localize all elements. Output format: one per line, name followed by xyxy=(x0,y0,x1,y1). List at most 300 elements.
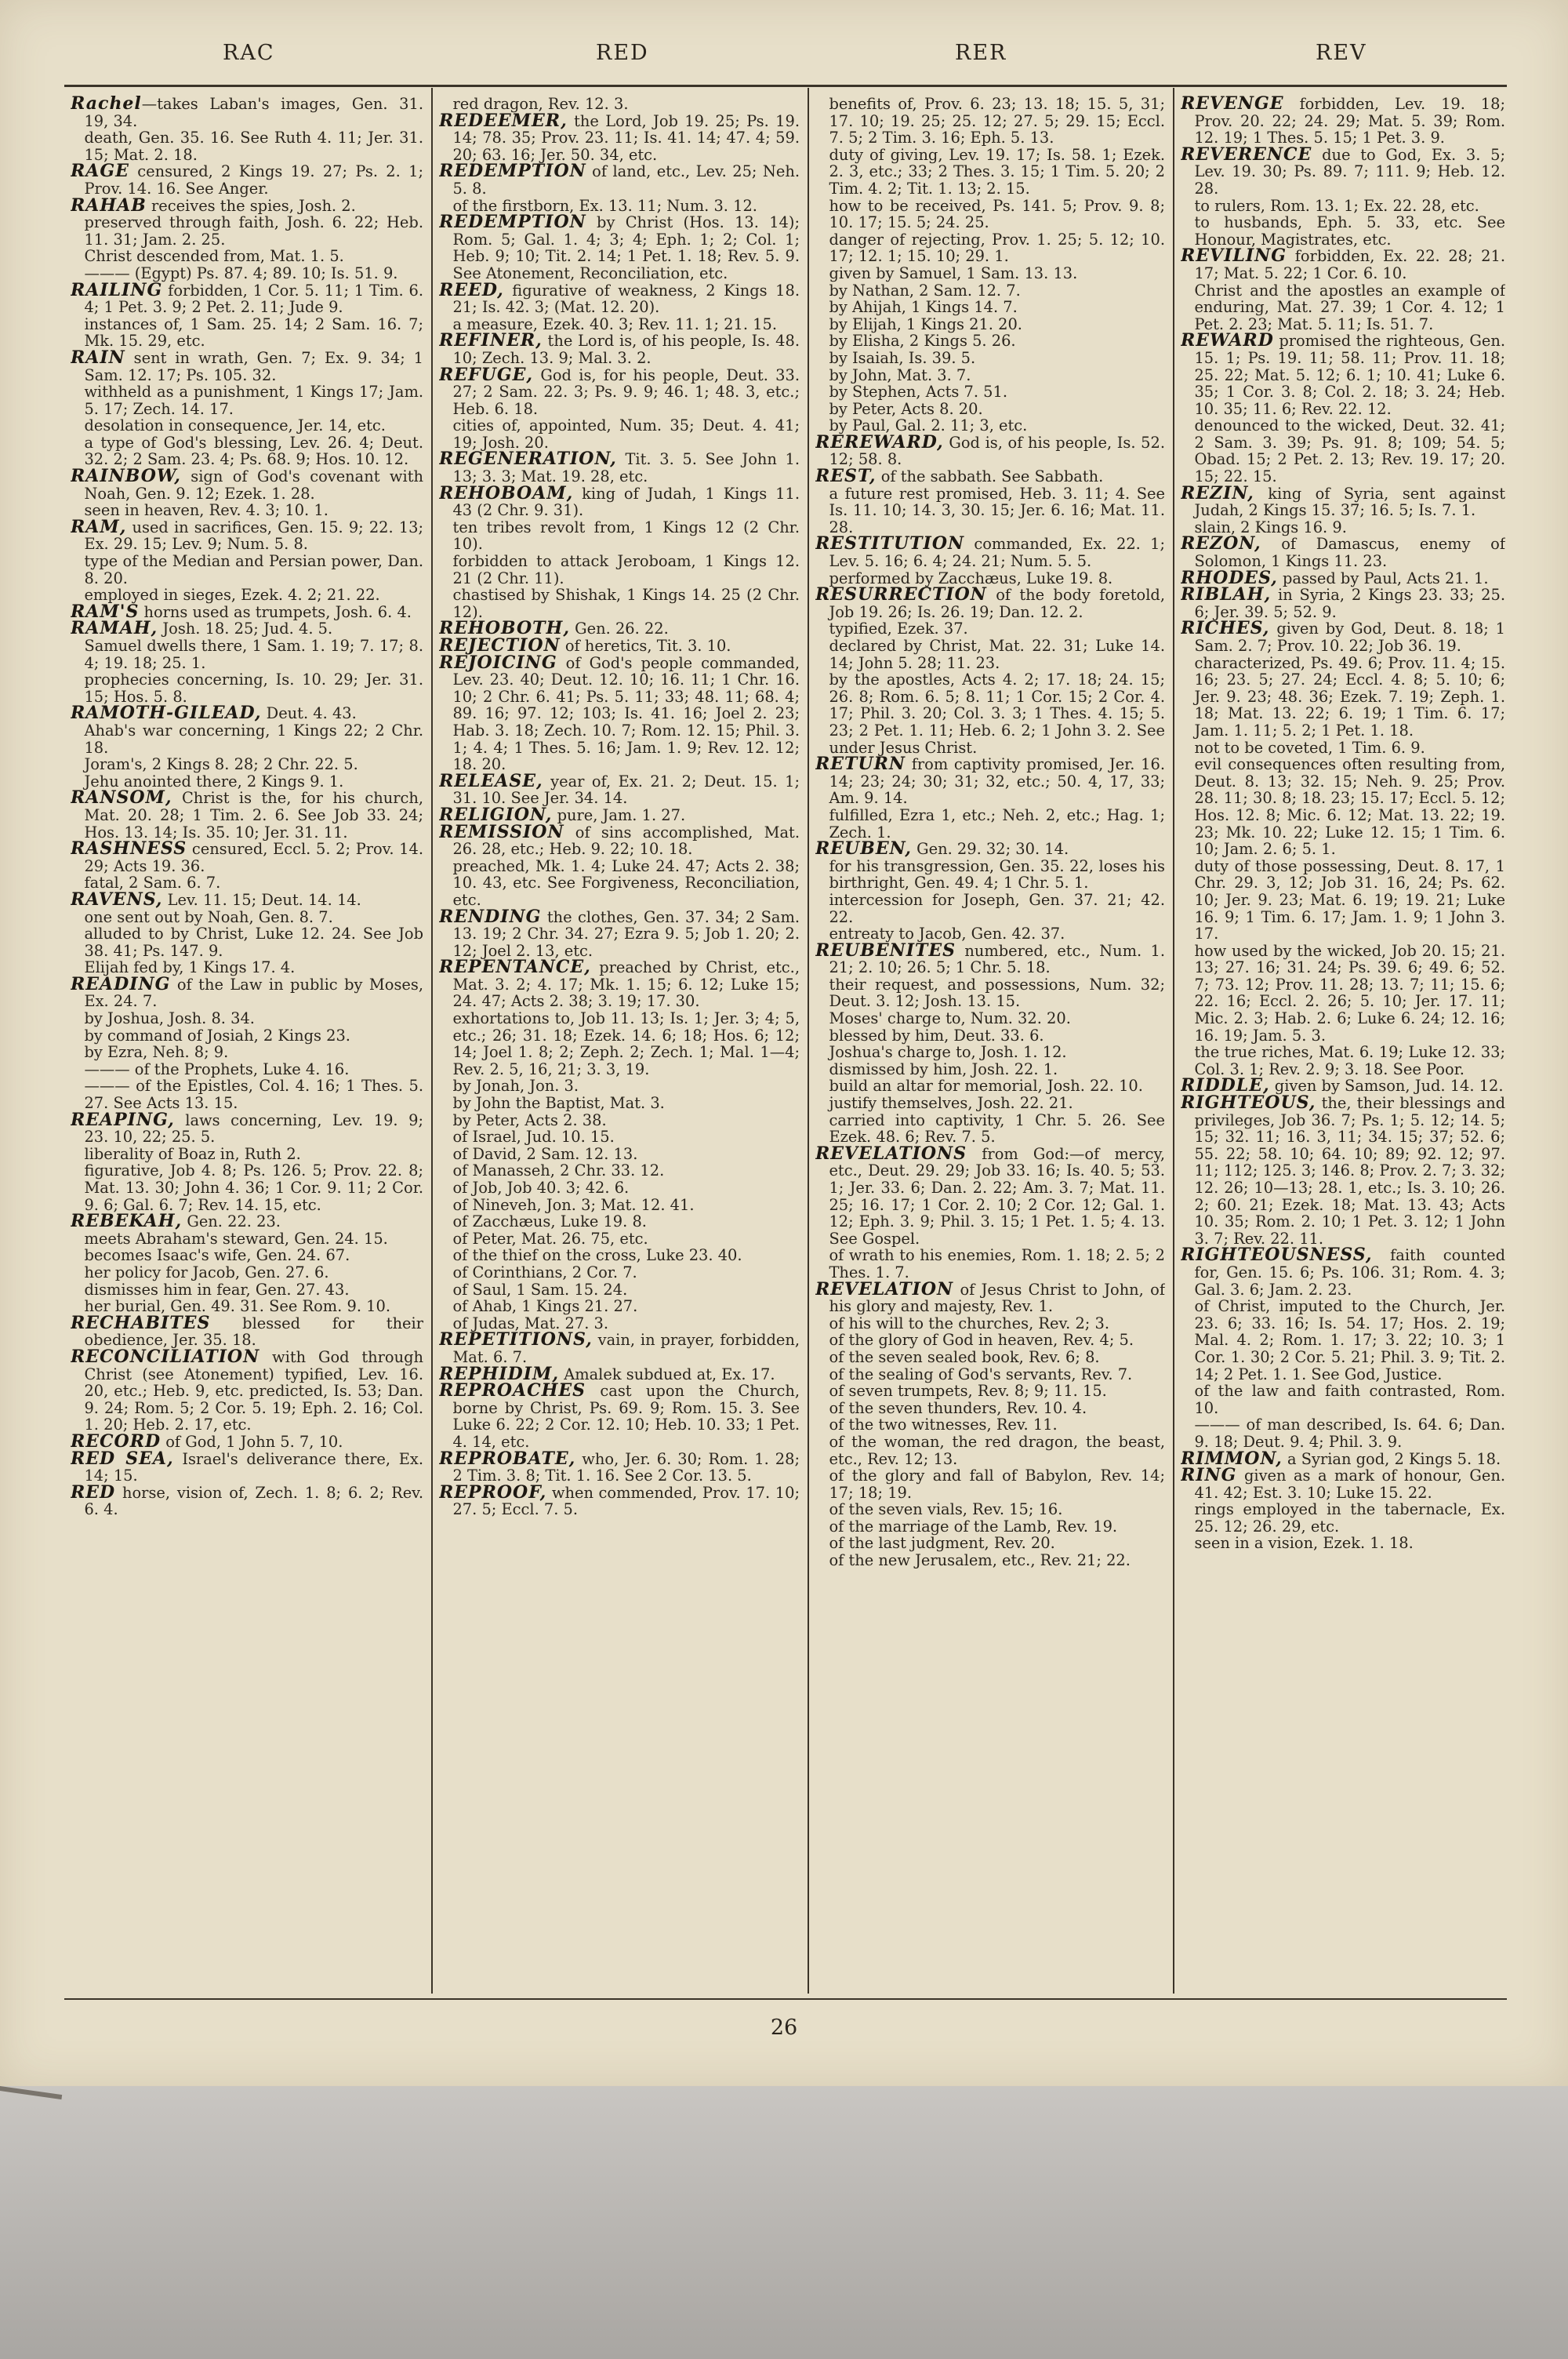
index-entry xyxy=(71,620,423,638)
index-entry xyxy=(71,468,423,502)
index-entry xyxy=(71,1213,423,1230)
index-subentry xyxy=(439,1281,800,1299)
bottom-rule xyxy=(64,1998,1507,2000)
entry-headword: RAGE xyxy=(71,161,129,182)
entry-text: of Saul, 1 Sam. 15. 24. xyxy=(452,1280,628,1299)
entry-text: of sins accomplished, Mat. 26. 28, etc.; Heb. 9. 22; 10. 18. xyxy=(452,823,800,859)
entry-text: of Zacchæus, Luke 19. 8. xyxy=(452,1212,647,1231)
entry-text: of David, 2 Sam. 12. 13. xyxy=(452,1144,638,1163)
index-entry xyxy=(1181,533,1505,571)
index-entry xyxy=(1181,1092,1505,1248)
entry-text: intercession for Joseph, Gen. 37. 21; 42. 22. xyxy=(829,890,1165,926)
entry-text: figurative of weakness, 2 Kings 18. 21; Is. 42. 3; (Mat. 12. 20). xyxy=(452,281,800,317)
entry-headword: REZIN, xyxy=(1181,482,1254,503)
index-subentry xyxy=(1181,417,1505,485)
entry-headword: REVENGE xyxy=(1181,96,1284,114)
index-subentry xyxy=(815,367,1165,384)
index-subentry xyxy=(815,350,1165,367)
entry-text: Deut. 4. 43. xyxy=(261,704,357,723)
entry-text: Tit. 3. 5. See John 1. 13; 3. 3; Mat. 19. 28, etc. xyxy=(452,450,800,486)
index-subentry xyxy=(1181,282,1505,333)
entry-headword: REJECTION xyxy=(439,635,561,656)
entry-text: of God, 1 John 5. 7, 10. xyxy=(161,1432,343,1451)
index-subentry xyxy=(71,1010,423,1027)
entry-headword: RETURN xyxy=(815,754,906,775)
index-subentry xyxy=(815,1383,1165,1400)
index-subentry xyxy=(815,1044,1165,1061)
entry-text: sign of God's covenant with Noah, Gen. 9. 12; Ezek. 1. 28. xyxy=(84,467,423,503)
entry-text: of Christ, imputed to the Church, Jer. 23. 6; 33. 16; Is. 54. 17; Hos. 2. 19; Mal. 4. 2; Rom. 1. 17; 3. 22; 10. 3; 1 Cor. 1. 30; 2 Cor. 5. 21; Phil. 3. 9; Tit. 2. 14; 2 Pet. 1. 1. See God, Justice. xyxy=(1194,1297,1505,1383)
entry-text: Samuel dwells there, 1 Sam. 1. 19; 7. 17; 8. 4; 19. 18; 25. 1. xyxy=(84,637,423,672)
entry-text: by Paul, Gal. 2. 11; 3, etc. xyxy=(829,416,1028,435)
entry-text: a measure, Ezek. 40. 3; Rev. 11. 1; 21. 15. xyxy=(452,314,777,333)
entry-text: of Job, Job 40. 3; 42. 6. xyxy=(452,1179,630,1197)
index-entry xyxy=(439,163,800,197)
entry-text: God is, of his people, Is. 52. 12; 58. 8. xyxy=(829,433,1165,469)
index-subentry xyxy=(71,925,423,959)
top-rule xyxy=(64,85,1507,87)
entry-text: dismissed by him, Josh. 22. 1. xyxy=(829,1060,1058,1078)
index-subentry xyxy=(815,383,1165,401)
entry-text: of his will to the churches, Rev. 2; 3. xyxy=(829,1314,1109,1332)
entry-headword: REDEMPTION xyxy=(439,161,586,182)
index-subentry xyxy=(71,129,423,163)
index-subentry xyxy=(815,282,1165,300)
entry-headword: REED, xyxy=(439,279,504,300)
entry-text: blessed for their obedience, Jer. 35. 18. xyxy=(84,1314,423,1350)
entry-headword: RECONCILIATION xyxy=(71,1346,260,1367)
index-subentry xyxy=(1181,858,1505,943)
index-subentry xyxy=(439,1180,800,1197)
index-entry xyxy=(815,533,1165,571)
entry-text: who, Jer. 6. 30; Rom. 1. 28; 2 Tim. 3. 8; Tit. 1. 16. See 2 Cor. 13. 5. xyxy=(452,1449,800,1485)
index-entry xyxy=(439,652,800,774)
entry-text: a type of God's blessing, Lev. 26. 4; Deut. 32. 2; 2 Sam. 23. 4; Ps. 68. 9; Hos. 10. 12. xyxy=(84,433,423,469)
index-subentry xyxy=(815,333,1165,350)
index-subentry xyxy=(1181,1501,1505,1535)
index-subentry xyxy=(815,858,1165,892)
entry-text: ten tribes revolt from, 1 Kings 12 (2 Chr. 10). xyxy=(452,518,800,554)
entry-text: of the firstborn, Ex. 13. 11; Num. 3. 12. xyxy=(452,196,757,215)
index-subentry xyxy=(71,671,423,705)
index-subentry xyxy=(71,1264,423,1281)
entry-text: slain, 2 Kings 16. 9. xyxy=(1194,518,1347,536)
index-subentry xyxy=(815,1332,1165,1349)
index-subentry xyxy=(815,1010,1165,1027)
entry-headword: REPETITIONS, xyxy=(439,1329,593,1350)
entry-headword: RAINBOW, xyxy=(71,466,181,487)
entry-text: benefits of, Prov. 6. 23; 13. 18; 15. 5, 31; 17. 10; 19. 25; 25. 12; 27. 5; 29. 15; Eccl. 7. 5; 2 Tim. 3. 16; Eph. 5. 13. xyxy=(829,96,1165,147)
entry-headword: RELEASE, xyxy=(439,770,543,791)
entry-text: of the sealing of God's servants, Rev. 7. xyxy=(829,1365,1133,1383)
entry-text: by Joshua, Josh. 8. 34. xyxy=(84,1009,255,1028)
index-entry xyxy=(71,516,423,554)
entry-text: cast upon the Church, borne by Christ, Ps. 69. 9; Rom. 15. 3. See Luke 6. 22; 2 Cor. 12. 10; Heb. 10. 33; 1 Pet. 4. 14, etc. xyxy=(452,1382,800,1451)
entry-text: Christ and the apostles an example of enduring, Mat. 27. 39; 1 Cor. 4. 12; 1 Pet. 2. 23; Mat. 5. 11; Is. 51. 7. xyxy=(1194,281,1505,333)
running-head-rev: REV xyxy=(1316,41,1367,65)
index-subentry xyxy=(439,858,800,909)
index-entry xyxy=(1181,1467,1505,1501)
index-subentry xyxy=(815,198,1165,231)
entry-headword: REHOBOAM, xyxy=(439,482,574,503)
entry-text: of the woman, the red dragon, the beast, etc., Rev. 12; 13. xyxy=(829,1432,1165,1468)
entry-text: liberality of Boaz in, Ruth 2. xyxy=(84,1144,301,1163)
index-subentry xyxy=(815,1061,1165,1078)
entry-text: fatal, 2 Sam. 6. 7. xyxy=(84,874,221,892)
entry-text: how to be received, Ps. 141. 5; Prov. 9. 8; 10. 17; 15. 5; 24. 25. xyxy=(829,196,1165,232)
index-subentry xyxy=(815,401,1165,418)
entry-text: dismisses him in fear, Gen. 27. 43. xyxy=(84,1280,350,1299)
index-subentry xyxy=(815,892,1165,925)
entry-headword: REZON, xyxy=(1181,533,1261,554)
index-entry xyxy=(815,468,1165,485)
entry-text: by command of Josiah, 2 Kings 23. xyxy=(84,1026,350,1045)
entry-headword: RIDDLE, xyxy=(1181,1075,1270,1096)
entry-text: given by Samson, Jud. 14. 12. xyxy=(1269,1077,1504,1096)
entry-text: numbered, etc., Num. 1. 21; 2. 10; 26. 5; 1 Chr. 5. 18. xyxy=(829,941,1165,977)
index-subentry xyxy=(439,1095,800,1112)
index-subentry xyxy=(815,807,1165,841)
entry-headword: RENDING xyxy=(439,906,542,927)
index-entry xyxy=(815,756,1165,807)
entry-text: of God's people commanded, Lev. 23. 40; Deut. 12. 10; 16. 11; 1 Chr. 16. 10; 2 Chr. 6. 41; Ps. 5. 11; 33; 48. 11; 68. 4; 89. 16; 97. 12; 103; Is. 41. 16; Joel 2. 23; Hab. 3. 18; Zech. 10. 7; Rom. 12. 15; Phil. 3. 1; 4. 4; 1 Thes. 5. 16; Jam. 1. 9; Rev. 12. 12; 18. 20. xyxy=(452,653,800,774)
entry-text: one sent out by Noah, Gen. 8. 7. xyxy=(84,907,333,926)
entry-text: Amalek subdued at, Ex. 17. xyxy=(559,1365,775,1383)
index-entry xyxy=(1181,620,1505,654)
entry-text: a Syrian god, 2 Kings 5. 18. xyxy=(1282,1449,1501,1468)
entry-text: by Ezra, Neh. 8; 9. xyxy=(84,1043,229,1062)
entry-text: blessed by him, Deut. 33. 6. xyxy=(829,1026,1044,1045)
entry-text: Lev. 11. 15; Deut. 14. 14. xyxy=(162,890,361,909)
index-subentry xyxy=(439,1146,800,1163)
entry-text: commanded, Ex. 22. 1; Lev. 5. 16; 6. 4; 24. 21; Num. 5. 5. xyxy=(829,535,1165,571)
entry-text: of the glory and fall of Babylon, Rev. 14; 17; 18; 19. xyxy=(829,1467,1165,1502)
entry-text: by Jonah, Jon. 3. xyxy=(452,1077,579,1096)
entry-headword: RESURRECTION xyxy=(815,584,987,605)
index-subentry xyxy=(815,1247,1165,1281)
entry-text: by Ahijah, 1 Kings 14. 7. xyxy=(829,298,1018,317)
entry-headword: REFINER, xyxy=(439,330,543,351)
index-subentry xyxy=(439,1247,800,1264)
entry-headword: REUBEN, xyxy=(815,838,912,860)
index-entry xyxy=(71,973,423,1011)
index-entry xyxy=(71,194,423,216)
index-entry xyxy=(815,584,1165,621)
entry-text: of Israel, Jud. 10. 15. xyxy=(452,1128,615,1147)
entry-text: employed in sieges, Ezek. 4. 2; 21. 22. xyxy=(84,586,380,605)
entry-headword: REVILING xyxy=(1181,245,1287,267)
entry-text: —takes Laban's images, Gen. 31. 19, 34. xyxy=(84,96,423,130)
index-column-2 xyxy=(439,96,800,1990)
index-entry xyxy=(71,889,423,910)
entry-text: forbidden, Lev. 19. 18; Prov. 20. 22; 24. 29; Mat. 5. 39; Rom. 12. 19; 1 Thes. 5. 15; 1 Pet. 3. 9. xyxy=(1194,96,1505,147)
index-subentry xyxy=(439,1162,800,1180)
index-subentry xyxy=(815,1434,1165,1467)
entry-headword: REHOBOTH, xyxy=(439,618,570,639)
index-subentry xyxy=(1181,943,1505,1045)
index-subentry xyxy=(439,1078,800,1095)
entry-text: their request, and possessions, Num. 32; Deut. 3. 12; Josh. 13. 15. xyxy=(829,975,1165,1011)
index-subentry xyxy=(439,1129,800,1146)
index-subentry xyxy=(815,1535,1165,1552)
index-entry xyxy=(439,110,800,164)
entry-headword: REPROBATE, xyxy=(439,1448,576,1469)
entry-text: a future rest promised, Heb. 3. 11; 4. See Is. 11. 10; 14. 3, 30. 15; Jer. 6. 16; Mat. 11. 28. xyxy=(829,484,1165,536)
index-subentry xyxy=(439,519,800,553)
index-subentry xyxy=(815,1366,1165,1383)
entry-text: Christ descended from, Mat. 1. 5. xyxy=(84,247,344,266)
entry-headword: RAHAB xyxy=(71,194,147,216)
index-subentry xyxy=(1181,756,1505,858)
running-head-red: RED xyxy=(596,41,649,65)
index-subentry xyxy=(815,1349,1165,1366)
entry-text: Jehu anointed there, 2 Kings 9. 1. xyxy=(84,772,344,791)
entry-text: meets Abraham's steward, Gen. 24. 15. xyxy=(84,1229,388,1248)
entry-headword: RECHABITES xyxy=(71,1312,211,1333)
entry-text: pure, Jam. 1. 27. xyxy=(552,805,686,824)
index-subentry xyxy=(439,1230,800,1248)
entry-text: denounced to the wicked, Deut. 32. 41; 2 Sam. 3. 39; Ps. 91. 8; 109; 54. 5; Obad. 15; 2 Pet. 2. 13; Rev. 19. 17; 20. 15; 22. 15. xyxy=(1194,416,1505,486)
index-subentry xyxy=(815,299,1165,316)
entry-text: of land, etc., Lev. 25; Neh. 5. 8. xyxy=(452,162,800,198)
entry-text: ——— of the Epistles, Col. 4. 16; 1 Thes. 5. 27. See Acts 13. 15. xyxy=(84,1077,423,1113)
entry-text: of Peter, Mat. 26. 75, etc. xyxy=(452,1229,648,1248)
entry-headword: READING xyxy=(71,973,171,994)
entry-text: her burial, Gen. 49. 31. See Rom. 9. 10. xyxy=(84,1297,390,1316)
index-entry xyxy=(71,705,423,722)
entry-text: by Elijah, 1 Kings 21. 20. xyxy=(829,314,1022,333)
entry-text: Gen. 22. 23. xyxy=(182,1212,281,1231)
entry-text: desolation in consequence, Jer. 14, etc. xyxy=(84,416,386,435)
entry-text: of Jesus Christ to John, of his glory and majesty, Rev. 1. xyxy=(829,1280,1165,1316)
index-subentry xyxy=(815,265,1165,282)
entry-text: duty of giving, Lev. 19. 17; Is. 58. 1; Ezek. 2. 3, etc.; 33; 2 Thes. 3. 15; 1 Tim. 5. 20; 2 Tim. 4. 2; Tit. 1. 13; 2. 15. xyxy=(829,145,1165,198)
index-subentry xyxy=(815,1315,1165,1332)
index-subentry xyxy=(1181,1416,1505,1450)
entry-text: from captivity promised, Jer. 16. 14; 23; 24; 30; 31; 32, etc.; 50. 4, 17, 33; Am. 9. 14. xyxy=(829,755,1165,808)
entry-text: Elijah fed by, 1 Kings 17. 4. xyxy=(84,958,296,977)
entry-headword: REWARD xyxy=(1181,330,1274,351)
entry-text: red dragon, Rev. 12. 3. xyxy=(452,96,629,113)
index-subentry xyxy=(439,1112,800,1129)
entry-headword: REDEMPTION xyxy=(439,212,586,233)
entry-text: by Peter, Acts 8. 20. xyxy=(829,399,983,418)
entry-text: of the thief on the cross, Luke 23. 40. xyxy=(452,1246,742,1265)
entry-text: king of Judah, 1 Kings 11. 43 (2 Chr. 9. 31). xyxy=(452,484,800,520)
index-subentry xyxy=(1181,214,1505,248)
index-subentry xyxy=(439,553,800,587)
index-subentry xyxy=(71,756,423,773)
entry-headword: REVERENCE xyxy=(1181,144,1312,165)
index-subentry xyxy=(439,1264,800,1281)
entry-headword: REJOICING xyxy=(439,652,557,673)
index-entry xyxy=(1181,1247,1505,1298)
index-subentry xyxy=(1181,1298,1505,1383)
entry-text: the Lord is, of his people, Is. 48. 10; Zech. 13. 9; Mal. 3. 2. xyxy=(452,332,800,367)
entry-text: chastised by Shishak, 1 Kings 14. 25 (2 Chr. 12). xyxy=(452,586,800,621)
index-entry xyxy=(71,838,423,875)
entry-headword: RAMAH, xyxy=(71,618,158,639)
entry-headword: REVELATIONS xyxy=(815,1143,967,1164)
index-entry xyxy=(1181,96,1505,147)
index-entry xyxy=(71,347,423,384)
index-entry xyxy=(815,838,1165,860)
entry-text: of Judas, Mat. 27. 3. xyxy=(452,1314,609,1332)
entry-text: Gen. 26. 22. xyxy=(570,620,669,638)
index-subentry xyxy=(815,1027,1165,1045)
entry-headword: RASHNESS xyxy=(71,838,187,860)
entry-headword: RICHES, xyxy=(1181,618,1270,639)
index-subentry xyxy=(71,638,423,671)
entry-headword: RHODES, xyxy=(1181,567,1278,588)
entry-text: horns used as trumpets, Josh. 6. 4. xyxy=(139,602,412,621)
entry-text: the, their blessings and privileges, Job 36. 7; Ps. 1; 5. 12; 14. 5; 15; 32. 11; 16. 3, 11; 34. 15; 37; 52. 6; 55. 22; 58. 10; 64. 10; 89; 92. 12; 97. 11; 112; 125. 3; 146. 8; Prov. 2. 7; 3. 32; 12. 26; 10—13; 28. 1, etc.; Is. 3. 10; 26. 2; 60. 21; Ezek. 18; Mat. 13. 43; Acts 10. 35; Rom. 2. 10; 1 Pet. 3. 12; 1 John 3. 7; Rev. 22. 11. xyxy=(1194,1094,1505,1248)
entry-text: declared by Christ, Mat. 22. 31; Luke 14. 14; John 5. 28; 11. 23. xyxy=(829,637,1165,672)
entry-text: Moses' charge to, Num. 32. 20. xyxy=(829,1009,1071,1028)
index-subentry xyxy=(815,1518,1165,1536)
index-column-4 xyxy=(1181,96,1505,1990)
entry-text: becomes Isaac's wife, Gen. 24. 67. xyxy=(84,1246,350,1265)
entry-headword: RED xyxy=(71,1481,116,1503)
entry-headword: RECORD xyxy=(71,1430,162,1452)
entry-text: seen in heaven, Rev. 4. 3; 10. 1. xyxy=(84,501,328,520)
running-head xyxy=(0,41,1568,72)
entry-text: when commended, Prov. 17. 10; 27. 5; Eccl. 7. 5. xyxy=(452,1483,800,1519)
entry-text: Josh. 18. 25; Jud. 4. 5. xyxy=(158,620,333,638)
entry-text: how used by the wicked, Job 20. 15; 21. 13; 27. 16; 31. 24; Ps. 39. 6; 49. 6; 52. 7; 73. 12; Prov. 11. 28; 13. 7; 11; 15. 6; 22. 16; Eccl. 2. 26; 5. 10; Jer. 17. 11; Mic. 2. 3; Hab. 2. 6; Luke 6. 24; 12. 16; 16. 19; Jam. 5. 3. xyxy=(1194,941,1505,1045)
index-entry xyxy=(439,279,800,317)
column-rule-1 xyxy=(431,88,433,1994)
index-entry xyxy=(71,1448,423,1485)
entry-text: sent in wrath, Gen. 7; Ex. 9. 34; 1 Sam. 12. 17; Ps. 105. 32. xyxy=(84,348,423,384)
entry-headword: REAPING, xyxy=(71,1109,175,1130)
index-subentry xyxy=(815,976,1165,1010)
page-number: 26 xyxy=(770,2016,798,2040)
index-entry xyxy=(1181,584,1505,621)
index-subentry xyxy=(815,485,1165,536)
index-subentry xyxy=(815,1416,1165,1434)
entry-text: type of the Median and Persian power, Dan. 8. 20. xyxy=(84,552,423,587)
entry-text: not to be coveted, 1 Tim. 6. 9. xyxy=(1194,738,1425,757)
entry-text: typified, Ezek. 37. xyxy=(829,620,968,638)
entry-text: of the two witnesses, Rev. 11. xyxy=(829,1416,1058,1434)
entry-text: of the marriage of the Lamb, Rev. 19. xyxy=(829,1517,1118,1536)
entry-text: horse, vision of, Zech. 1. 8; 6. 2; Rev. 6. 4. xyxy=(84,1483,423,1519)
entry-text: of wrath to his enemies, Rom. 1. 18; 2. 5; 2 Thes. 1. 7. xyxy=(829,1246,1165,1281)
entry-text: of the seven vials, Rev. 15; 16. xyxy=(829,1500,1063,1519)
index-subentry xyxy=(71,1061,423,1078)
index-subentry xyxy=(71,434,423,468)
entry-text: her policy for Jacob, Gen. 27. 6. xyxy=(84,1263,329,1281)
index-subentry xyxy=(71,722,423,756)
entry-text: of seven trumpets, Rev. 8; 9; 11. 15. xyxy=(829,1382,1107,1401)
index-subentry xyxy=(815,1552,1165,1569)
index-subentry xyxy=(815,1400,1165,1417)
entry-text: of Ahab, 1 Kings 21. 27. xyxy=(452,1297,638,1316)
index-entry xyxy=(71,1109,423,1147)
index-subentry xyxy=(439,587,800,620)
entry-text: given by God, Deut. 8. 18; 1 Sam. 2. 7; Prov. 10. 22; Job 36. 19. xyxy=(1194,620,1505,655)
entry-text: exhortations to, Job 11. 13; Is. 1; Jer. 3; 4; 5, etc.; 26; 31. 18; Ezek. 14. 6; 18; Hos. 6; 12; 14; Joel 1. 8; 2; Zeph. 2; Zech. 1; Mal. 1—4; Rev. 2. 5, 16, 21; 3. 3, 19. xyxy=(452,1009,800,1078)
index-subentry xyxy=(71,214,423,248)
index-subentry xyxy=(71,1247,423,1264)
entry-headword: REPROACHES xyxy=(439,1380,586,1401)
index-subentry xyxy=(71,316,423,350)
entry-text: of Corinthians, 2 Cor. 7. xyxy=(452,1263,637,1281)
index-subentry xyxy=(1181,655,1505,740)
entry-text: by Stephen, Acts 7. 51. xyxy=(829,383,1007,402)
column-rule-2 xyxy=(808,88,809,1994)
entry-headword: REGENERATION, xyxy=(439,449,617,470)
entry-text: in Syria, 2 Kings 23. 33; 25. 6; Jer. 39. 5; 52. 9. xyxy=(1194,586,1505,621)
entry-text: year of, Ex. 21. 2; Deut. 15. 1; 31. 10. See Jer. 34. 14. xyxy=(452,772,800,808)
index-subentry xyxy=(71,383,423,417)
index-column-1 xyxy=(71,96,423,1990)
index-subentry xyxy=(815,147,1165,198)
index-entry xyxy=(439,214,800,282)
entry-text: God is, for his people, Deut. 33. 27; 2 Sam. 22. 3; Ps. 9. 9; 46. 1; 48. 3, etc.; Heb. 6. 18. xyxy=(452,365,800,418)
index-entry xyxy=(1181,482,1505,520)
entry-text: vain, in prayer, forbidden, Mat. 6. 7. xyxy=(452,1331,800,1366)
entry-headword: RAMOTH-GILEAD, xyxy=(71,703,262,724)
entry-text: danger of rejecting, Prov. 1. 25; 5. 12; 10. 17; 12. 1; 15. 10; 29. 1. xyxy=(829,230,1165,266)
index-entry xyxy=(439,1481,800,1519)
entry-text: used in sacrifices, Gen. 15. 9; 22. 13; Ex. 29. 15; Lev. 9; Num. 5. 8. xyxy=(84,518,423,554)
index-entry xyxy=(439,906,800,960)
entry-text: of Damascus, enemy of Solomon, 1 Kings 11. 23. xyxy=(1194,535,1505,571)
index-subentry xyxy=(815,1078,1165,1095)
entry-text: of the last judgment, Rev. 20. xyxy=(829,1534,1055,1553)
entry-text: due to God, Ex. 3. 5; Lev. 19. 30; Ps. 89. 7; 111. 9; Heb. 12. 28. xyxy=(1194,145,1505,198)
entry-text: characterized, Ps. 49. 6; Prov. 11. 4; 15. 16; 23. 5; 27. 24; Eccl. 4. 8; 5. 10; 6; Jer. 9. 23; 48. 36; Ezek. 7. 19; Zeph. 1. 18; Mat. 13. 22; 6. 19; 1 Tim. 6. 17; Jam. 1. 11; 5. 2; 1 Pet. 1. 18. xyxy=(1194,653,1505,740)
entry-text: Israel's deliverance there, Ex. 14; 15. xyxy=(84,1449,423,1485)
entry-text: from God:—of mercy, etc., Deut. 29. 29; Job 33. 16; Is. 40. 5; 53. 1; Jer. 33. 6; Dan. 2. 22; Am. 3. 7; Mat. 11. 25; 16. 17; 1 Cor. 2. 10; 2 Cor. 12; Gal. 1. 12; Eph. 3. 9; Phil. 3. 15; 1 Pet. 1. 5; 4. 13. See Gospel. xyxy=(829,1144,1165,1248)
entry-headword: REPROOF, xyxy=(439,1481,547,1503)
index-entry xyxy=(439,821,800,859)
entry-text: by John the Baptist, Mat. 3. xyxy=(452,1094,665,1113)
entry-headword: REDEEMER, xyxy=(439,110,568,131)
entry-text: of the glory of God in heaven, Rev. 4; 5. xyxy=(829,1331,1134,1350)
entry-text: cities of, appointed, Num. 35; Deut. 4. 41; 19; Josh. 20. xyxy=(452,416,800,452)
entry-text: evil consequences often resulting from, Deut. 8. 13; 32. 15; Neh. 9. 25; Prov. 28. 11; 30. 8; 18. 23; 15. 17; Eccl. 5. 12; Hos. 12. 8; Mic. 6. 12; Mat. 13. 22; 19. 23; Mk. 10. 22; Luke 12. 15; 1 Tim. 6. 10; Jam. 2. 6; 5. 1. xyxy=(1194,755,1505,859)
entry-text: ——— (Egypt) Ps. 87. 4; 89. 10; Is. 51. 9. xyxy=(84,264,398,282)
index-subentry xyxy=(815,231,1165,265)
index-column-3 xyxy=(815,96,1165,1990)
index-entry xyxy=(71,1312,423,1350)
index-entry xyxy=(71,96,423,129)
index-entry xyxy=(439,364,800,418)
index-subentry xyxy=(1181,1044,1505,1078)
entry-headword: RIGHTEOUS, xyxy=(1181,1092,1316,1114)
entry-text: Gen. 29. 32; 30. 14. xyxy=(911,840,1069,859)
index-subentry xyxy=(1181,740,1505,757)
entry-headword: REPENTANCE, xyxy=(439,957,591,978)
index-entry xyxy=(815,431,1165,469)
index-subentry xyxy=(815,1467,1165,1501)
entry-text: receives the spies, Josh. 2. xyxy=(146,196,356,215)
index-subentry xyxy=(815,1112,1165,1146)
index-entry xyxy=(71,163,423,197)
entry-text: of the seven thunders, Rev. 10. 4. xyxy=(829,1398,1087,1417)
index-subentry xyxy=(439,1010,800,1078)
entry-text: the Lord, Job 19. 25; Ps. 19. 14; 78. 35; Prov. 23. 11; Is. 41. 14; 47. 4; 59. 20; 63. 16; Jer. 50. 34, etc. xyxy=(452,111,800,164)
background-below-page xyxy=(0,2086,1568,2359)
entry-headword: REREWARD, xyxy=(815,431,944,453)
entry-text: Joram's, 2 Kings 8. 28; 2 Chr. 22. 5. xyxy=(84,755,358,774)
index-subentry xyxy=(71,1281,423,1299)
entry-text: ——— of the Prophets, Luke 4. 16. xyxy=(84,1060,350,1078)
entry-headword: RIGHTEOUSNESS, xyxy=(1181,1245,1373,1266)
